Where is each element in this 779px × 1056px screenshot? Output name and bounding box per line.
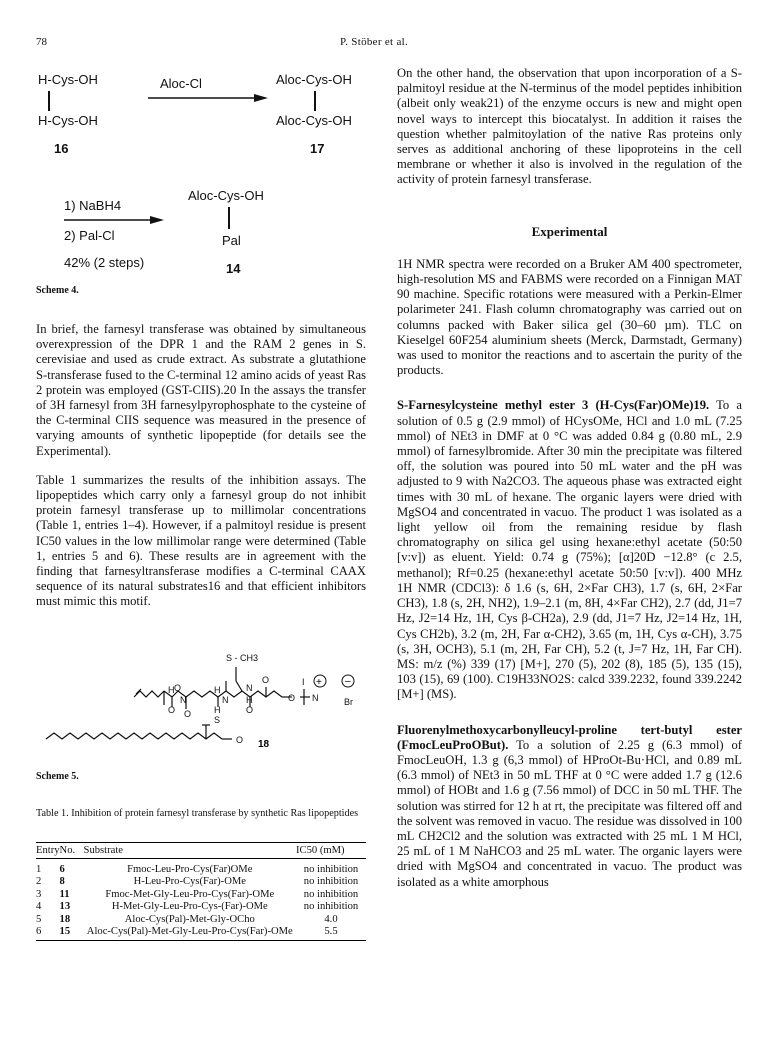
reagent-aloc-cl: Aloc-Cl [160,76,202,91]
table-cell: 6 [59,864,65,875]
table-cell: 18 [59,913,71,925]
product-top: Aloc-Cys-OH [276,72,352,87]
final-bottom: Pal [222,233,241,248]
reactant-bottom: H-Cys-OH [38,113,98,128]
table-header-substrate: Substrate [84,843,296,859]
svg-text:I: I [302,677,305,687]
table-cell: 5 [36,913,42,925]
reaction-arrow-2 [64,215,164,225]
svg-text:O: O [184,709,192,719]
fmoc-leu-pro-heading: Fluorenylmethoxycarbonylleucyl-proline tert-butyl ester (FmocLeuProOBut). [397,722,742,752]
compound-18: 18 [258,739,270,750]
table-cell: 4.0 [324,913,338,925]
product-bottom: Aloc-Cys-OH [276,113,352,128]
svg-text:O: O [168,705,176,715]
table-cell: Fmoc-Met-Gly-Leu-Pro-Cys(Far)-OMe [105,888,275,900]
table-cell: 1 [36,864,42,875]
table-1 [36,842,366,941]
svg-text:O: O [246,705,254,715]
scheme-4-caption: Scheme 4. [36,285,79,296]
compound-3-heading: S-Farnesylcysteine methyl ester 3 (H-Cys(Far)OMe)19. [397,398,710,413]
table-cell: 5.5 [296,926,366,941]
table-1-caption: Table 1. Inhibition of protein farnesyl transferase by synthetic Ras lipopeptides [36,808,359,819]
reaction-arrow-1 [148,93,268,103]
table-cell: 8 [59,876,65,888]
compound-14: 14 [226,261,241,276]
svg-text:O: O [174,683,182,693]
table-cell: 4 [36,901,42,913]
table-row [36,859,366,877]
svg-text:O: O [262,675,270,685]
table-row [36,876,366,888]
svg-text:O: O [236,735,244,745]
table-cell: H-Leu-Pro-Cys(Far)-OMe [133,876,246,888]
scheme-5-structure [36,647,366,757]
table-cell: 2 [36,876,42,888]
bromide-label: Br [344,697,353,707]
label-s-ch3: S - CH3 [226,653,259,663]
left-column [36,322,366,622]
table-cell: no inhibition [303,888,359,900]
svg-text:H: H [168,685,175,695]
fmoc-leu-pro-text: To a solution of 2.25 g (6.3 mmol) of FmocLeuOH, 1.3 g (6,3 mmol) of HProOt-Bu·HCl, and 0.89 mL (6.3 mmol) of NEt3 in 50 mL THF at 0 °C were added 1.7 g (12.6 mmol) of HOBt and 1.6 g (7.56 mmol) of DCC in 50 mL THF. The solution was stirred for 12 h at rt, the precipitate was filtered off and the solvent was removed in vacuo. The residue was dissolved in 100 mL CH2Cl2 and the solution was extracted with 25 mL 1 M HCl, 25 mL of 1 M NaHCO3 and 25 mL water. The organic layers were dried with MgSO4 and concentrated in vacuo. The product was isolated as a white amorphous [397,737,742,889]
experimental-heading: Experimental [531,223,608,239]
table-header-entry: Entry [36,843,60,859]
table-cell: no inhibition [303,864,359,875]
table-row [36,926,366,941]
right-paragraph-1: On the other hand, the observation that upon incorporation of a S-palmitoyl residue at the N-terminus of the model peptides inhibition (albeit only weak21) of the enzyme occurs is new and might open novel ways to intercept this biocatalyst. In addition it raises the question whether palmitoylation of the native Ras proteins only serves as additional anchoring of these lipoproteins in the cell membrane or whether it also is involved in the regulation of the activity of protein farnesyl transferase. [397,66,742,187]
table-row [36,901,366,913]
table-cell: no inhibition [303,876,359,888]
disulfide-bond [48,91,50,111]
table-cell: 13 [59,901,71,913]
svg-text:H: H [214,685,221,695]
table-row [36,914,366,926]
svg-text:N: N [222,695,229,705]
svg-text:H: H [246,695,253,705]
step-1: 1) NaBH4 [64,198,122,213]
right-paragraph-4 [397,723,742,890]
svg-text:N: N [180,695,187,705]
table-cell: 6 [36,926,60,941]
compound-17: 17 [310,141,325,156]
table-cell: Aloc-Cys(Pal)-Met-Gly-Leu-Pro-Cys(Far)-OMe [84,926,296,941]
svg-text:N: N [312,693,319,703]
final-top: Aloc-Cys-OH [188,188,264,203]
compound-16: 16 [54,141,69,156]
page-number: 78 [36,36,47,48]
right-column [397,66,742,902]
scheme-4 [36,58,366,293]
svg-text:S: S [214,715,221,725]
left-paragraph-1: In brief, the farnesyl transferase was obtained by simultaneous overexpression of the DPR 1 and the RAM 2 genes in S. cerevisiae and used as crude extract. As substrate a glutathione S-transferase fused to the C-terminal 12 amino acids of yeast Ras 2 protein was employed (GST-CIIS).20 In the assays the transfer of 3H farnesyl from 3H farnesylpyrophosphate to the cysteine of the C-terminal CIIS sequence was measured in the presence of varying amounts of synthetic lipopeptide (for details see the Experimental). [36,322,366,458]
table-cell: H-Met-Gly-Leu-Pro-Cys-(Far)-OMe [111,901,268,913]
svg-text:N: N [246,683,253,693]
table-cell: Fmoc-Leu-Pro-Cys(Far)OMe [127,864,253,875]
table-cell: Aloc-Cys(Pal)-Met-Gly-OCho [124,913,255,925]
step-2: 2) Pal-Cl [64,228,115,243]
compound-3-text: To a solution of 0.5 g (2.9 mmol) of HCysOMe, HCl and 1.0 mL (7.25 mmol) of NEt3 in DMF at 0 °C was added 0.84 g (0.80 mL, 2.9 mmol) of farnesylbromide. After 30 min the precipitate was filtered off, the solution was poured into 50 mL water and the pH was adjusted to 9 with Na2CO3. The aqueous phase was extracted eight times with 30 mL of hexane. The organic layers were dried with MgSO4 and concentrated in vacuo. The product 1 was isolated as a light yellow oil from the remaining residue by flash chromatography on silica gel using hexane:ethyl acetate (50:50 [v:v]) as eluent. Yield: 0.74 g (75%); [α]20D −12.8° (c 2.5, methanol); Rf=0.25 (hexane:ethyl acetate 50:50 [v:v]). 400 MHz 1H NMR (CDCl3): δ 1.6 (s, 6H, 2×Far CH3), 1.7 (s, 6H, 2×Far CH3), 1.8 (s, 2H, NH2), 1.9–2.1 (m, 8H, 4×Far CH2), 2.7 (dd, J1=7 Hz, J2=14 Hz, 1H, Cys β-CH2a), 2.9 (dd, J1=7 Hz, J2=14 Hz, 1H, Cys CH2b), 3.2 (m, 2H, Far α-CH2), 3.65 (m, 1H, Cys α-CH), 3.75 (s, 3H, OCH3), 5.1 (m, 2H, Far CH), 5.2 (t, J=7 Hz, 1H, Far CH). MS: m/z (%) 339 (17) [M+], 270 (5), 202 (8), 185 (5), 135 (15), 103 (15), 69 (100). C19H33NO2S: calcd 339.2232, found 339.2242 [M+] (MS). [397,398,742,702]
table-cell: 3 [36,888,42,900]
disulfide-bond-2 [314,91,316,111]
right-paragraph-2: 1H NMR spectra were recorded on a Bruker AM 400 spectrometer, high-resolution MS and FABMS were recorded on a Finnigan MAT 90 machine. Specific rotations were measured with a Perkin-Elmer polarimeter 241. Flash column chromatography was carried out on columns packed with Baker silica gel (30–60 µm). TLC on Kieselgel 60F254 aluminium sheets (Merck, Darmstadt, Germany) was used to monitor the reactions and to ascertain the purity of the products. [397,256,742,378]
running-header-author: P. Stöber et al. [340,36,409,48]
scheme-5-caption: Scheme 5. [36,771,79,782]
svg-text:+: + [316,677,322,688]
table-header-no: No. [60,843,84,859]
table-header-ic50: IC50 (mM) [296,843,366,859]
table-cell: 15 [60,926,84,941]
yield: 42% (2 steps) [64,255,145,270]
thioester-bond [228,207,230,229]
svg-text:–: – [345,676,351,687]
svg-text:O: O [288,693,296,703]
left-paragraph-2: Table 1 summarizes the results of the inhibition assays. The lipopeptides which carry only a farnesyl group do not inhibit protein farnesyl transferase up to millimolar concentrations (Table 1, entries 1–4). However, if a palmitoyl residue is present IC50 values in the low millimolar range were determined (Table 1, entries 5 and 6). These results are in agreement with the finding that farnesyltransferase modifies a C-terminal CAAX sequence of its natural substrates16 and that efficient inhibitors must mimic this motif. [36,472,366,609]
right-paragraph-3 [397,398,742,702]
table-cell: 11 [59,888,70,900]
table-cell: no inhibition [303,901,359,913]
reactant-top: H-Cys-OH [38,72,98,87]
svg-text:H: H [214,705,221,715]
table-row [36,889,366,901]
